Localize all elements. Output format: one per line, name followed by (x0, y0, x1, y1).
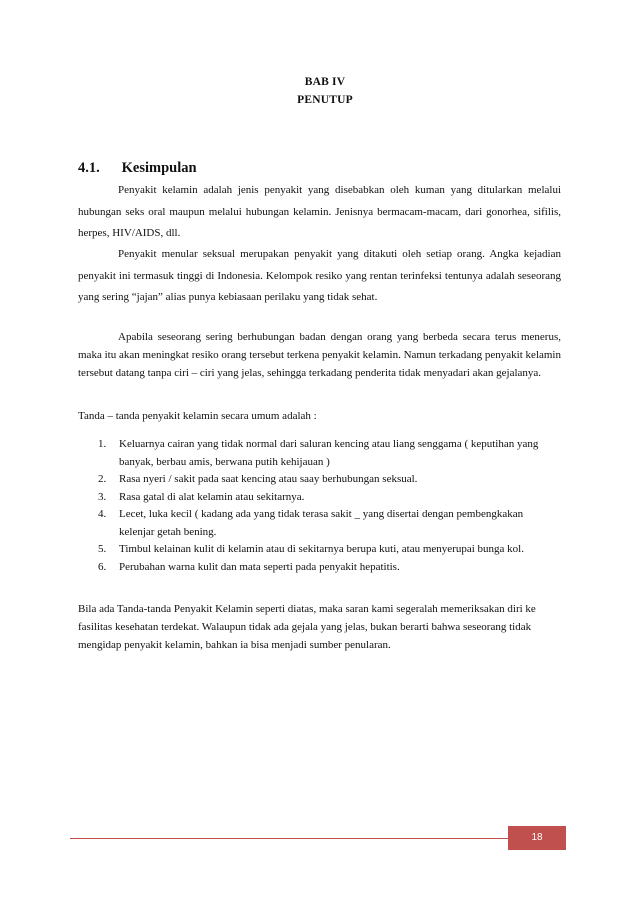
page-number-badge: 18 (508, 826, 566, 850)
symptoms-intro: Tanda – tanda penyakit kelamin secara umum adalah : (78, 410, 317, 422)
list-item-text: Timbul kelainan kulit di kelamin atau di sekitarnya berupa kuti, atau menyerupai bunga kol. (119, 543, 524, 555)
list-item-text: Keluarnya cairan yang tidak normal dari saluran kencing atau liang senggama ( keputihan yang banyak, berbau amis, berwana putih kehijauan ) (119, 438, 539, 468)
list-item (78, 541, 548, 559)
chapter-title: PENUTUP (297, 94, 353, 106)
symptoms-list (78, 436, 548, 576)
chapter-label: BAB IV (304, 76, 346, 88)
paragraph-behavior: Apabila seseorang sering berhubungan badan dengan orang yang berbeda secara terus menerus, maka itu akan meningkat resiko orang tersebut terkena penyakit kelamin. Namun terkadang penyakit kelamin tersebut datang tanpa ciri – ciri yang jelas, sehingga terkadang penderita tidak menyadari akan gejalanya. (78, 331, 561, 379)
list-item-text: Rasa gatal di alat kelamin atau sekitarnya. (119, 490, 305, 503)
list-item-number: 4. (98, 508, 107, 520)
list-item-text: Perubahan warna kulit dan mata seperti pada penyakit hepatitis. (119, 560, 400, 573)
list-item (78, 489, 548, 507)
list-item-number: 1. (98, 438, 107, 450)
footer-divider (70, 838, 517, 839)
section-heading (78, 160, 197, 177)
list-item-number: 3. (98, 490, 107, 503)
list-item (78, 506, 548, 541)
list-item (78, 559, 548, 577)
list-item-number: 6. (98, 560, 107, 573)
list-item (78, 436, 548, 471)
closing-paragraph: Bila ada Tanda-tanda Penyakit Kelamin seperti diatas, maka saran kami segeralah memeriksakan diri ke fasilitas kesehatan terdekat. Walaupun tidak ada gejala yang jelas, bukan berarti bahwa seseorang tidak mengidap penyakit kelamin, bahkan ia bisa menjadi sumber penularan. (78, 603, 536, 651)
section-title: Kesimpulan (121, 160, 197, 176)
paragraph-risk: Penyakit menular seksual merupakan penyakit yang ditakuti oleh setiap orang. Angka kejadian penyakit ini termasuk tinggi di Indonesia. Kelompok resiko yang rentan terinfeksi tentunya adalah seseorang yang sering “jajan” alias punya kebiasaan perilaku yang tidak sehat. (78, 248, 561, 303)
list-item (78, 471, 548, 489)
list-item-number: 2. (98, 473, 107, 485)
list-item-text: Rasa nyeri / sakit pada saat kencing atau saay berhubungan seksual. (119, 473, 418, 485)
list-item-number: 5. (98, 543, 107, 555)
paragraph-definition: Penyakit kelamin adalah jenis penyakit yang disebabkan oleh kuman yang ditularkan melalui hubungan seks oral maupun melalui hubungan kelamin. Jenisnya bermacam-macam, dari gonorhea, sifilis, herpes, HIV/AIDS, dll. (78, 184, 561, 239)
section-number: 4.1. (78, 160, 100, 176)
list-item-text: Lecet, luka kecil ( kadang ada yang tidak terasa sakit _ yang disertai dengan pembengkakan kelenjar getah bening. (119, 508, 524, 538)
